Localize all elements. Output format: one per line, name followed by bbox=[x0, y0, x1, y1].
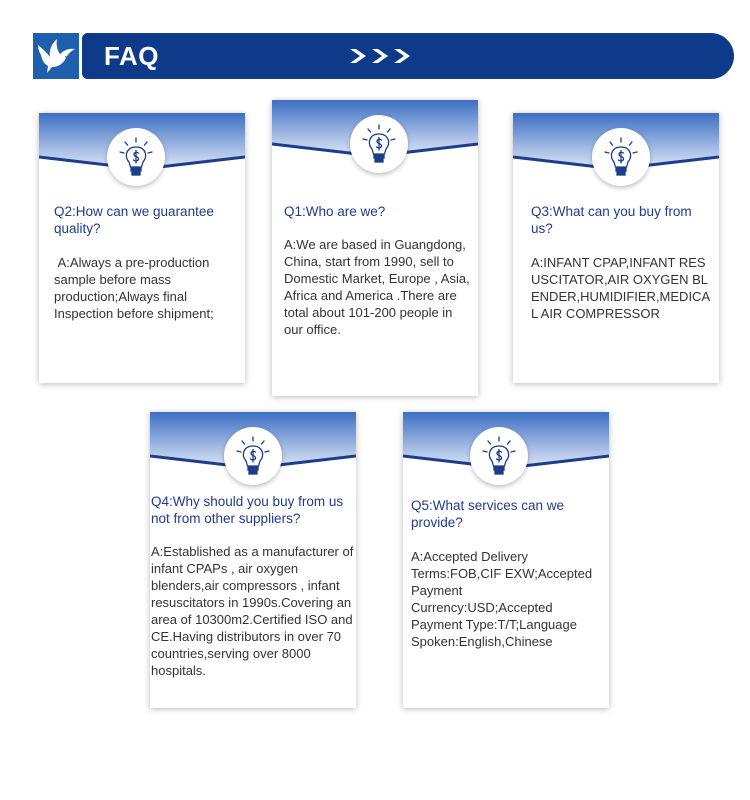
faq-card-q2 bbox=[39, 113, 245, 383]
lightbulb-icon bbox=[350, 115, 408, 173]
faq-banner bbox=[82, 33, 734, 79]
lightbulb-icon bbox=[107, 128, 165, 186]
lightbulb-icon bbox=[592, 128, 650, 186]
faq-question: Q3:What can you buy from us? bbox=[531, 204, 692, 236]
faq-answer: A:Established as a manufacturer of infant CPAPs , air oxygen blenders,air compressors , infant resuscitators in 1990s.Covering an area of 10300m2.Certified ISO and CE.Having distributors in over 70 countries,serving over 8000 hospitals. bbox=[151, 544, 357, 678]
faq-answer: A:Accepted Delivery Terms:FOB,CIF EXW;Accepted Payment Currency:USD;Accepted Payment Type:T/T;Language Spoken:English,Chinese bbox=[411, 549, 596, 649]
faq-question: Q1:Who are we? bbox=[284, 204, 386, 219]
faq-answer: A:INFANT CPAP,INFANT RESUSCITATOR,AIR OXYGEN BLENDER,HUMIDIFIER,MEDICAL AIR COMPRESSOR bbox=[531, 255, 711, 321]
faq-answer: A:Always a pre-production sample before mass production;Always final Inspection before shipment; bbox=[54, 255, 214, 321]
faq-card-q1 bbox=[272, 100, 478, 396]
faq-card-q3 bbox=[513, 113, 719, 383]
faq-card-q4 bbox=[150, 412, 356, 708]
faq-question: Q5:What services can we provide? bbox=[411, 498, 565, 530]
logo bbox=[33, 33, 79, 79]
page-title: FAQ bbox=[104, 41, 159, 71]
dove-icon bbox=[33, 33, 79, 79]
faq-card-q5 bbox=[403, 412, 609, 708]
faq-answer: A:We are based in Guangdong, China, start from 1990, sell to Domestic Market, Europe , Asia, Africa and America .There are total about 101-200 people in our office. bbox=[284, 237, 473, 337]
lightbulb-icon bbox=[224, 427, 282, 485]
faq-question: Q4:Why should you buy from us not from other suppliers? bbox=[151, 494, 344, 526]
triple-chevron-icon bbox=[350, 46, 418, 66]
faq-question: Q2:How can we guarantee quality? bbox=[54, 204, 214, 236]
lightbulb-icon bbox=[470, 427, 528, 485]
